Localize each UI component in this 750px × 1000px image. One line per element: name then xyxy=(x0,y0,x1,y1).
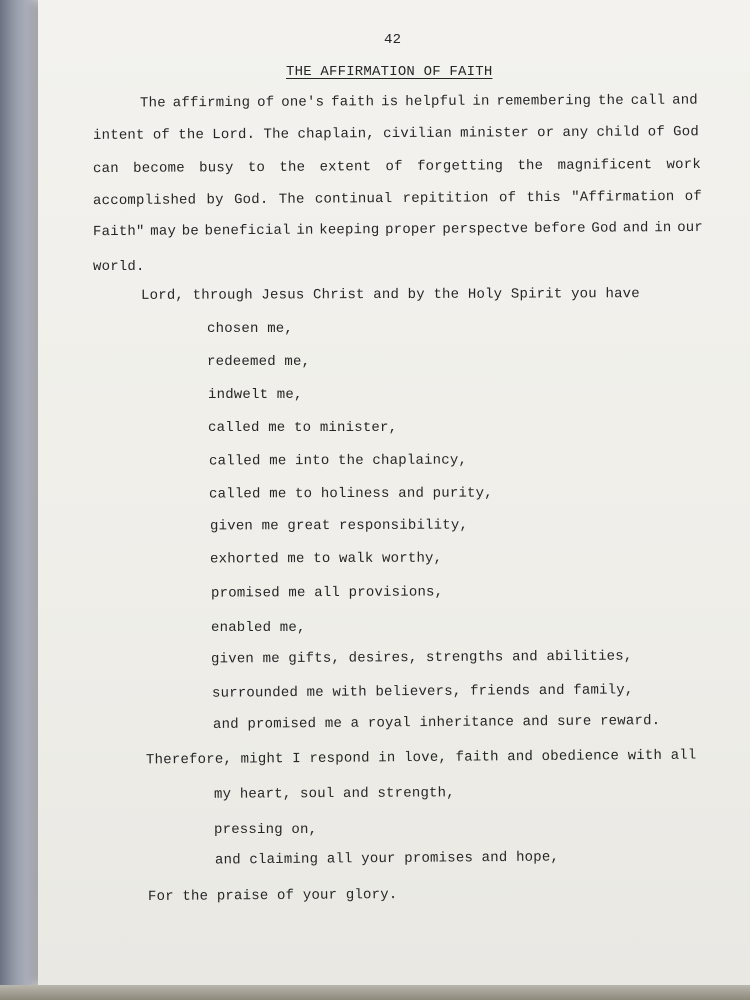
paragraph-word: of xyxy=(498,190,517,207)
paragraph-word: and xyxy=(672,92,698,109)
prayer-item: indwelt me, xyxy=(208,387,303,403)
prayer-item: called me to minister, xyxy=(208,420,398,436)
paragraph-word: busy xyxy=(199,160,234,177)
paragraph-word: Lord. xyxy=(212,126,256,144)
paragraph-word: The xyxy=(278,191,305,208)
paragraph-word: any xyxy=(562,124,589,141)
paragraph-word: keeping xyxy=(319,222,380,239)
prayer-item: enabled me, xyxy=(211,620,306,636)
paragraph-word: the xyxy=(279,159,306,176)
paragraph-word: one's xyxy=(281,94,325,111)
prayer-item: chosen me, xyxy=(207,321,294,337)
prayer-item: called me to holiness and purity, xyxy=(208,485,493,503)
response-item: pressing on, xyxy=(214,822,318,838)
paragraph-word: intent xyxy=(92,127,145,144)
paragraph-word: or xyxy=(537,125,555,142)
paragraph-word: the xyxy=(597,92,624,110)
paragraph-word: in xyxy=(654,220,672,237)
prayer-item: redeemed me, xyxy=(207,354,311,370)
table-edge xyxy=(0,985,750,1000)
paragraph-word: of xyxy=(385,158,403,176)
paragraph-word: minister xyxy=(460,125,529,142)
paragraph-word: faith xyxy=(331,94,375,111)
paragraph-word: in xyxy=(472,93,490,110)
prayer-item: surrounded me with believers, friends and family, xyxy=(211,682,634,702)
prayer-item: given me great responsibility, xyxy=(209,517,469,535)
paragraph-word: of xyxy=(152,127,171,144)
paragraph-word: of xyxy=(647,124,666,141)
paragraph-word: become xyxy=(133,160,185,177)
paragraph-word: of xyxy=(684,188,702,205)
document-title: THE AFFIRMATION OF FAITH xyxy=(286,64,493,80)
prayer-item: and promised me a royal inheritance and sure reward. xyxy=(212,713,661,733)
paragraph-word: The xyxy=(263,126,290,143)
paragraph-word: beneficial xyxy=(204,222,291,240)
paragraph-word: of xyxy=(257,94,275,111)
paragraph-word: affirming xyxy=(172,94,251,112)
paragraph-word: extent xyxy=(319,159,372,176)
response-item: my heart, soul and strength, xyxy=(213,785,455,803)
paragraph-word: God xyxy=(673,124,700,141)
paragraph-word: and xyxy=(622,220,649,237)
paragraph-word: accomplished xyxy=(92,192,197,210)
paragraph-word: work xyxy=(666,156,702,174)
paragraph-word: may xyxy=(150,223,177,240)
paragraph-word: Faith" xyxy=(92,223,145,241)
paragraph-word: civilian xyxy=(383,125,452,143)
paragraph-word: forgetting xyxy=(417,158,504,175)
paragraph-word: God xyxy=(591,220,618,237)
paragraph-word: by xyxy=(206,192,224,209)
paragraph-word: continual xyxy=(314,191,393,208)
response-item: and claiming all your promises and hope, xyxy=(214,849,560,869)
paragraph-word: this xyxy=(526,189,561,207)
page-number: 42 xyxy=(384,32,402,48)
paragraph-word: chaplain, xyxy=(297,126,375,143)
closing-line: For the praise of your glory. xyxy=(147,887,398,905)
paragraph-word: God. xyxy=(233,191,269,209)
paragraph-word: be xyxy=(181,223,200,240)
prayer-item: exhorted me to walk worthy, xyxy=(209,550,443,568)
prayer-intro: Lord, through Jesus Christ and by the Holy Spirit you have xyxy=(140,286,640,304)
paragraph-word: to xyxy=(247,159,266,177)
paragraph-word: can xyxy=(92,160,119,178)
paragraph-word: the xyxy=(178,127,205,144)
paragraph-word: The xyxy=(139,95,166,112)
paragraph-word: perspectve xyxy=(442,221,529,238)
paragraph-word: proper xyxy=(385,221,437,239)
paragraph-word: remembering xyxy=(496,93,592,110)
paragraph-word: call xyxy=(630,92,666,109)
paragraph-last-line: world. xyxy=(93,259,145,275)
paragraph-word: repitition xyxy=(402,190,489,207)
response-intro: Therefore, might I respond in love, faith and obedience with all xyxy=(145,747,697,769)
paragraph-word: "Affirmation xyxy=(571,189,675,206)
paragraph-word: in xyxy=(296,222,314,239)
paragraph-word: child xyxy=(596,124,640,141)
paragraph-line-1 xyxy=(140,93,698,112)
paragraph-word: helpful xyxy=(405,93,466,111)
paragraph-word: the xyxy=(517,157,544,175)
paragraph-word: magnificent xyxy=(557,157,653,174)
paragraph-word: our xyxy=(677,219,704,237)
prayer-item: given me gifts, desires, strengths and abilities, xyxy=(210,648,633,668)
paragraph-word: is xyxy=(381,94,399,111)
paragraph-word: before xyxy=(534,220,586,238)
prayer-item: promised me all provisions, xyxy=(210,584,444,602)
prayer-item: called me into the chaplaincy, xyxy=(208,452,468,470)
